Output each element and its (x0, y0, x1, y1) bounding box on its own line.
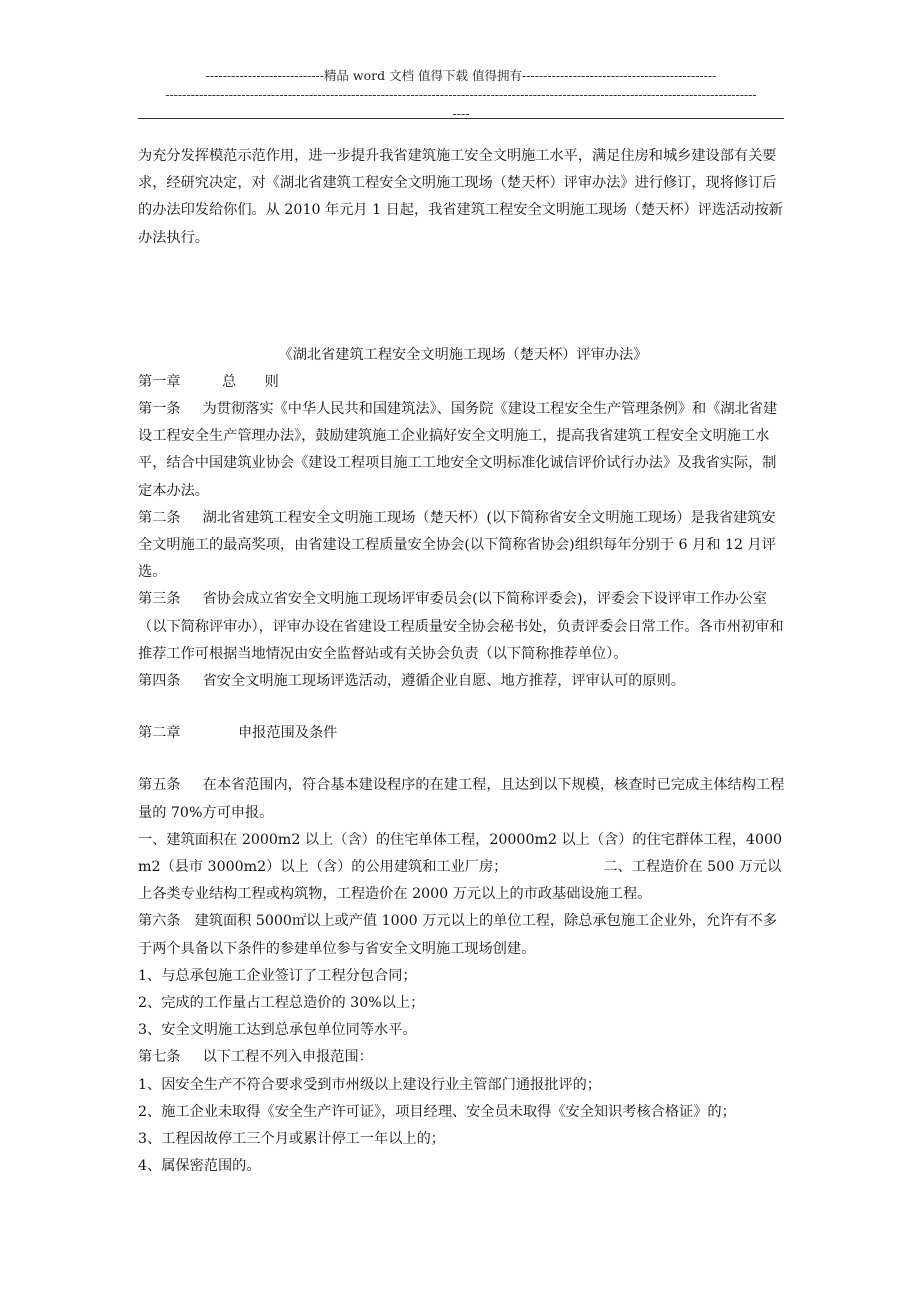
article-5 (138, 772, 788, 826)
article-6 (138, 908, 788, 962)
header-dash-tail: ---- (452, 106, 470, 121)
header-dash-line: -------------------------------------------------------------------------------------------------------------------------------------------- (165, 87, 757, 102)
article-7 (138, 1044, 788, 1071)
article-text: 为贯彻落实《中华人民共和国建筑法》、国务院《建设工程安全生产管理条例》和《湖北省建设工程安全生产管理办法》，鼓励建筑施工企业搞好安全文明施工，提高我省建筑工程安全文明施工水平，结合中国建筑业协会《建设工程项目施工工地安全文明标准化诚信评价试行办法》及我省实际，制定本办法。 (138, 401, 778, 499)
item-text: 一、建筑面积在 2000m2 以上（含）的住宅单体工程，20000m2 以上（含）的住宅群体工程，4000 m2（县市 3000m2）以上（含）的公用建筑和工业厂房； (138, 831, 783, 876)
article-1 (138, 396, 788, 505)
article-text: 在本省范围内，符合基本建设程序的在建工程，且达到以下规模，核查时已完成主体结构工程量的 70%方可申报。 (138, 777, 785, 821)
chapter-number: 第二章 (138, 725, 181, 742)
page-header (138, 66, 784, 123)
article-label: 第二条 (138, 509, 181, 526)
list-item: 4、属保密范围的。 (138, 1158, 261, 1175)
article-text: 建筑面积 5000㎡以上或产值 1000 万元以上的单位工程，除总承包施工企业外，允许有不多于两个具备以下条件的参建单位参与省安全文明施工现场创建。 (138, 913, 777, 957)
header-rule (138, 118, 784, 119)
list-item: 1、因安全生产不符合要求受到市州级以上建设行业主管部门通报批评的； (138, 1076, 602, 1093)
header-banner: ----------------------------精品 word 文档 值得下载 值得拥有---------------------------------------------- (205, 68, 717, 83)
article-text: 省安全文明施工现场评选活动，遵循企业自愿、地方推荐，评审认可的原则。 (202, 673, 685, 690)
chapter-number: 第一章 (138, 373, 181, 390)
article-label: 第七条 (138, 1049, 181, 1066)
list-item: 1、与总承包施工企业签订了工程分包合同； (138, 967, 417, 984)
article-label: 第三条 (138, 591, 181, 608)
article-2 (138, 505, 788, 587)
article-label: 第一条 (138, 401, 181, 418)
spacer (138, 252, 788, 342)
article-label: 第五条 (138, 777, 181, 794)
article-5-item-1 (138, 827, 788, 909)
article-3 (138, 586, 788, 668)
list-item: 3、安全文明施工达到总承包单位同等水平。 (138, 1022, 417, 1039)
list-item: 2、完成的工作量占工程总造价的 30%以上； (138, 995, 425, 1012)
intro-paragraph: 为充分发挥模范示范作用，进一步提升我省建筑施工安全文明施工水平，满足住房和城乡建设部有关要求，经研究决定，对《湖北省建筑工程安全文明施工现场（楚天杯）评审办法》进行修订，现将修订后的办法印发给你们。从 2010 年元月 1 日起，我省建筑工程安全文明施工现场（楚天杯）评选活动按新办法执行。 (138, 148, 783, 246)
document-body (138, 143, 788, 1181)
list-item: 3、工程因故停工三个月或累计停工一年以上的； (138, 1131, 445, 1148)
article-label: 第四条 (138, 673, 181, 690)
item-text: 二、工程造价在 500 万元以上各类专业结构工程或构筑物，工程造价在 2000 万元以上的市政基础设施工程。 (138, 859, 782, 903)
spacer (138, 695, 788, 720)
spacer (138, 747, 788, 772)
chapter-name: 申报范围及条件 (238, 725, 338, 742)
article-text: 湖北省建筑工程安全文明施工现场（楚天杯）(以下简称省安全文明施工现场）是我省建筑安全文明施工的最高奖项，由省建设工程质量安全协会(以下简称省协会)组织每年分别于 6 月和 12 月评选。 (138, 509, 776, 581)
document-title: 《湖北省建筑工程安全文明施工现场（楚天杯）评审办法》 (278, 346, 648, 363)
chapter-1-heading (138, 369, 788, 396)
chapter-2-heading (138, 720, 788, 747)
article-label: 第六条 (138, 913, 181, 930)
article-4 (138, 668, 788, 695)
list-item: 2、施工企业未取得《安全生产许可证》，项目经理、安全员未取得《安全知识考核合格证》的； (138, 1103, 736, 1120)
article-text: 省协会成立省安全文明施工现场评审委员会(以下简称评委会)，评委会下设评审工作办公室（以下简称评审办），评审办设在省建设工程质量安全协会秘书处，负责评委会日常工作。各市州初审和推荐工作可根据当地情况由安全监督站或有关协会负责（以下简称推荐单位）。 (138, 591, 784, 662)
chapter-name: 总 则 (222, 373, 279, 390)
article-text: 以下工程不列入申报范围： (202, 1049, 373, 1066)
